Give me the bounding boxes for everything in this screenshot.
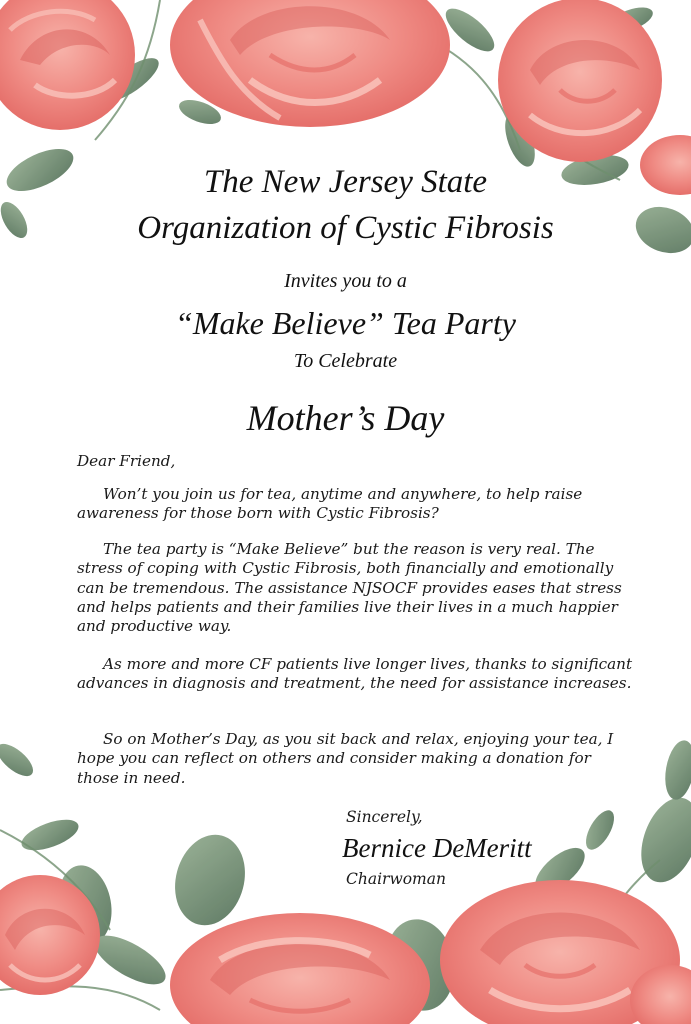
signer-title: Chairwoman (346, 870, 446, 888)
occasion-title: Mother’s Day (246, 398, 445, 438)
letter-paragraph: The tea party is “Make Believe” but the reason is very real. The stress of coping with Cystic Fibrosis, both financially and emotionally can be tremendous. The assistance NJSOCF provides eases that stress and helps patients and their families live their lives in a much happier and productive way. (77, 540, 622, 636)
celebrate-text: To Celebrate (293, 350, 398, 372)
closing: Sincerely, (346, 808, 423, 826)
letter-paragraph: So on Mother’s Day, as you sit back and relax, enjoying your tea, I hope you can reflect on others and consider making a donation for those in need. (77, 730, 614, 787)
organization-name-line2: Organization of Cystic Fibrosis (137, 210, 554, 246)
salutation: Dear Friend, (77, 452, 176, 470)
letter-paragraph: As more and more CF patients live longer lives, thanks to significant advances in diagnosis and treatment, the need for assistance increases. (77, 655, 633, 693)
letter-paragraph: Won’t you join us for tea, anytime and anywhere, to help raise awareness for those born with Cystic Fibrosis? (77, 485, 583, 523)
signer-name: Bernice DeMeritt (342, 833, 532, 863)
organization-name-line1: The New Jersey State (203, 164, 488, 200)
invites-text: Invites you to a (284, 270, 407, 292)
event-title: “Make Believe” Tea Party (175, 305, 516, 341)
